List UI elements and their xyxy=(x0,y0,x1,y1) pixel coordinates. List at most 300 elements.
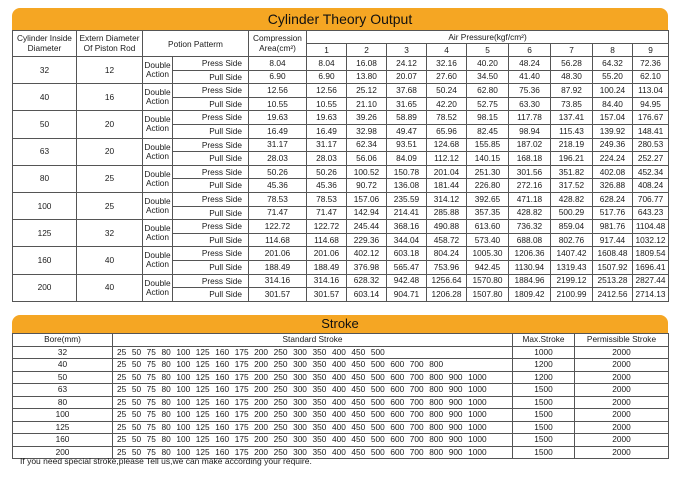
output-value-cell: 65.96 xyxy=(427,124,467,138)
compression-area-cell: 28.03 xyxy=(249,152,307,166)
output-value-cell: 56.06 xyxy=(347,152,387,166)
side-label: Press Side xyxy=(173,220,248,234)
output-value-cell: 218.19 xyxy=(551,138,593,152)
action-label: Double Action xyxy=(143,57,173,83)
output-value-cell: 2100.99 xyxy=(551,288,593,302)
output-value-cell: 272.16 xyxy=(509,179,551,193)
pressure-level-header: 8 xyxy=(593,44,633,57)
stroke-row xyxy=(13,396,669,409)
output-value-cell: 1407.42 xyxy=(551,247,593,261)
output-value-cell: 1206.28 xyxy=(427,288,467,302)
output-value-cell: 34.50 xyxy=(467,70,509,84)
output-value-cell: 613.60 xyxy=(467,220,509,234)
output-value-cell: 93.51 xyxy=(387,138,427,152)
compression-area-cell: 10.55 xyxy=(249,97,307,111)
output-value-cell: 16.49 xyxy=(307,124,347,138)
action-label: Double Action xyxy=(143,220,173,246)
max-stroke-cell: 1500 xyxy=(513,409,575,422)
action-label: Double Action xyxy=(143,111,173,137)
stroke-row xyxy=(13,359,669,372)
side-label: Press Side xyxy=(173,57,248,71)
output-value-cell: 124.68 xyxy=(427,138,467,152)
output-value-cell: 62.34 xyxy=(347,138,387,152)
output-value-cell: 78.53 xyxy=(307,192,347,206)
rod-diameter-cell: 25 xyxy=(77,165,143,192)
output-value-cell: 45.36 xyxy=(307,179,347,193)
compression-area-cell: 8.04 xyxy=(249,57,307,71)
compression-area-cell: 6.90 xyxy=(249,70,307,84)
side-label: Press Side xyxy=(173,166,248,180)
output-value-cell: 62.10 xyxy=(633,70,669,84)
theory-row-press xyxy=(13,57,669,71)
output-value-cell: 112.12 xyxy=(427,152,467,166)
stroke-title: Stroke xyxy=(321,316,359,331)
output-value-cell: 24.12 xyxy=(387,57,427,71)
output-value-cell: 32.16 xyxy=(427,57,467,71)
rod-diameter-cell: 40 xyxy=(77,247,143,274)
compression-area-cell: 314.16 xyxy=(249,274,307,288)
output-value-cell: 490.88 xyxy=(427,220,467,234)
permissible-stroke-cell: 2000 xyxy=(575,384,669,397)
output-value-cell: 52.75 xyxy=(467,97,509,111)
standard-stroke-cell: 25 50 75 80 100 125 160 175 200 250 300 350 400 450 500 600 700 800 900 1000 xyxy=(113,396,513,409)
theory-title: Cylinder Theory Output xyxy=(267,11,413,27)
compression-area-cell: 71.47 xyxy=(249,206,307,220)
theory-row-press xyxy=(13,192,669,206)
output-value-cell: 1507.92 xyxy=(593,260,633,274)
output-value-cell: 1696.41 xyxy=(633,260,669,274)
output-value-cell: 285.88 xyxy=(427,206,467,220)
permissible-stroke-cell: 2000 xyxy=(575,346,669,359)
inside-diameter-header: Cylinder Inside Diameter xyxy=(13,31,77,57)
extern-diameter-header: Extern Diameter Of Piston Rod xyxy=(77,31,143,57)
output-value-cell: 804.24 xyxy=(427,247,467,261)
theory-row-press xyxy=(13,220,669,234)
output-value-cell: 19.63 xyxy=(307,111,347,125)
output-value-cell: 157.04 xyxy=(593,111,633,125)
output-value-cell: 251.30 xyxy=(467,165,509,179)
output-value-cell: 326.88 xyxy=(593,179,633,193)
output-value-cell: 301.56 xyxy=(509,165,551,179)
action-label: Double Action xyxy=(143,84,173,110)
theory-row-press xyxy=(13,165,669,179)
theory-row-press xyxy=(13,247,669,261)
permissible-stroke-cell: 2000 xyxy=(575,371,669,384)
output-value-cell: 245.44 xyxy=(347,220,387,234)
side-label: Press Side xyxy=(173,275,248,289)
standard-stroke-cell: 25 50 75 80 100 125 160 175 200 250 300 350 400 450 500 600 700 800 xyxy=(113,359,513,372)
side-label: Pull Side xyxy=(209,71,242,82)
stroke-bore-cell: 200 xyxy=(13,446,113,459)
output-value-cell: 402.08 xyxy=(593,165,633,179)
output-value-cell: 1809.54 xyxy=(633,247,669,261)
bore-cell: 80 xyxy=(13,165,77,192)
bore-cell: 63 xyxy=(13,138,77,165)
output-value-cell: 428.82 xyxy=(509,206,551,220)
output-value-cell: 82.45 xyxy=(467,124,509,138)
output-value-cell: 136.08 xyxy=(387,179,427,193)
side-label: Press Side xyxy=(173,247,248,261)
output-value-cell: 736.32 xyxy=(509,220,551,234)
output-value-cell: 1130.94 xyxy=(509,260,551,274)
theory-row-press xyxy=(13,138,669,152)
compression-area-cell: 19.63 xyxy=(249,111,307,125)
compression-area-cell: 16.49 xyxy=(249,124,307,138)
output-value-cell: 40.20 xyxy=(467,57,509,71)
output-value-cell: 2412.56 xyxy=(593,288,633,302)
pattern-cell xyxy=(143,165,249,192)
output-value-cell: 229.36 xyxy=(347,233,387,247)
stroke-bore-cell: 32 xyxy=(13,346,113,359)
stroke-bore-cell: 40 xyxy=(13,359,113,372)
output-value-cell: 50.26 xyxy=(307,165,347,179)
potion-pattern-header: Potion Patterm xyxy=(143,31,249,57)
pressure-level-header: 7 xyxy=(551,44,593,57)
permissible-stroke-cell: 2000 xyxy=(575,421,669,434)
output-value-cell: 49.47 xyxy=(387,124,427,138)
output-value-cell: 117.78 xyxy=(509,111,551,125)
output-value-cell: 753.96 xyxy=(427,260,467,274)
side-label: Pull Side xyxy=(209,261,242,272)
output-value-cell: 1809.42 xyxy=(509,288,551,302)
output-value-cell: 90.72 xyxy=(347,179,387,193)
pressure-level-header: 4 xyxy=(427,44,467,57)
output-value-cell: 73.85 xyxy=(551,97,593,111)
output-value-cell: 39.26 xyxy=(347,111,387,125)
output-value-cell: 1608.48 xyxy=(593,247,633,261)
output-value-cell: 500.29 xyxy=(551,206,593,220)
bore-cell: 125 xyxy=(13,220,77,247)
theory-row-press xyxy=(13,274,669,288)
bore-cell: 200 xyxy=(13,274,77,301)
standard-stroke-cell: 25 50 75 80 100 125 160 175 200 250 300 350 400 450 500 600 700 800 900 1000 xyxy=(113,446,513,459)
output-value-cell: 1206.36 xyxy=(509,247,551,261)
output-value-cell: 1319.43 xyxy=(551,260,593,274)
pressure-level-header: 2 xyxy=(347,44,387,57)
standard-stroke-header: Standard Stroke xyxy=(113,334,513,347)
stroke-row xyxy=(13,409,669,422)
output-value-cell: 1032.12 xyxy=(633,233,669,247)
side-label: Pull Side xyxy=(209,180,242,191)
max-stroke-header: Max.Stroke xyxy=(513,334,575,347)
output-value-cell: 150.78 xyxy=(387,165,427,179)
pattern-cell xyxy=(143,111,249,138)
output-value-cell: 75.36 xyxy=(509,84,551,98)
output-value-cell: 98.15 xyxy=(467,111,509,125)
action-label: Double Action xyxy=(143,247,173,273)
cylinder-theory-table xyxy=(12,30,669,302)
max-stroke-cell: 1000 xyxy=(513,346,575,359)
output-value-cell: 458.72 xyxy=(427,233,467,247)
output-value-cell: 376.98 xyxy=(347,260,387,274)
bore-header: Bore(mm) xyxy=(13,334,113,347)
rod-diameter-cell: 40 xyxy=(77,274,143,301)
output-value-cell: 8.04 xyxy=(307,57,347,71)
output-value-cell: 643.23 xyxy=(633,206,669,220)
side-label: Pull Side xyxy=(209,207,242,218)
output-value-cell: 100.24 xyxy=(593,84,633,98)
output-value-cell: 392.65 xyxy=(467,192,509,206)
bore-cell: 32 xyxy=(13,57,77,84)
output-value-cell: 71.47 xyxy=(307,206,347,220)
output-value-cell: 201.06 xyxy=(307,247,347,261)
output-value-cell: 28.03 xyxy=(307,152,347,166)
compression-area-cell: 45.36 xyxy=(249,179,307,193)
output-value-cell: 139.92 xyxy=(593,124,633,138)
output-value-cell: 317.52 xyxy=(551,179,593,193)
rod-diameter-cell: 20 xyxy=(77,111,143,138)
output-value-cell: 6.90 xyxy=(307,70,347,84)
output-value-cell: 628.32 xyxy=(347,274,387,288)
stroke-bore-cell: 63 xyxy=(13,384,113,397)
side-label: Pull Side xyxy=(209,289,242,300)
output-value-cell: 2714.13 xyxy=(633,288,669,302)
output-value-cell: 142.94 xyxy=(347,206,387,220)
stroke-row xyxy=(13,346,669,359)
output-value-cell: 168.18 xyxy=(509,152,551,166)
output-value-cell: 1884.96 xyxy=(509,274,551,288)
max-stroke-cell: 1500 xyxy=(513,421,575,434)
output-value-cell: 31.65 xyxy=(387,97,427,111)
output-value-cell: 188.49 xyxy=(307,260,347,274)
output-value-cell: 31.17 xyxy=(307,138,347,152)
output-value-cell: 63.30 xyxy=(509,97,551,111)
output-value-cell: 78.52 xyxy=(427,111,467,125)
output-value-cell: 224.24 xyxy=(593,152,633,166)
output-value-cell: 226.80 xyxy=(467,179,509,193)
output-value-cell: 137.41 xyxy=(551,111,593,125)
output-value-cell: 471.18 xyxy=(509,192,551,206)
output-value-cell: 706.77 xyxy=(633,192,669,206)
output-value-cell: 87.92 xyxy=(551,84,593,98)
output-value-cell: 1005.30 xyxy=(467,247,509,261)
output-value-cell: 148.41 xyxy=(633,124,669,138)
output-value-cell: 314.12 xyxy=(427,192,467,206)
max-stroke-cell: 1200 xyxy=(513,371,575,384)
output-value-cell: 917.44 xyxy=(593,233,633,247)
output-value-cell: 42.20 xyxy=(427,97,467,111)
output-value-cell: 187.02 xyxy=(509,138,551,152)
standard-stroke-cell: 25 50 75 80 100 125 160 175 200 250 300 350 400 450 500 600 700 800 900 1000 xyxy=(113,409,513,422)
max-stroke-cell: 1500 xyxy=(513,434,575,447)
rod-diameter-cell: 32 xyxy=(77,220,143,247)
stroke-title-banner xyxy=(12,315,668,333)
footnote: If you need special stroke,please Tell us,we can make according your require. xyxy=(20,456,312,466)
stroke-table xyxy=(12,333,669,459)
output-value-cell: 10.55 xyxy=(307,97,347,111)
permissible-stroke-cell: 2000 xyxy=(575,396,669,409)
pressure-level-header: 1 xyxy=(307,44,347,57)
output-value-cell: 252.27 xyxy=(633,152,669,166)
side-label: Pull Side xyxy=(209,234,242,245)
standard-stroke-cell: 25 50 75 80 100 125 160 175 200 250 300 350 400 450 500 600 700 800 900 1000 xyxy=(113,371,513,384)
output-value-cell: 176.67 xyxy=(633,111,669,125)
output-value-cell: 904.71 xyxy=(387,288,427,302)
output-value-cell: 603.14 xyxy=(347,288,387,302)
max-stroke-cell: 1500 xyxy=(513,446,575,459)
output-value-cell: 56.28 xyxy=(551,57,593,71)
side-label: Press Side xyxy=(173,139,248,153)
bore-cell: 50 xyxy=(13,111,77,138)
rod-diameter-cell: 25 xyxy=(77,192,143,219)
output-value-cell: 13.80 xyxy=(347,70,387,84)
output-value-cell: 981.76 xyxy=(593,220,633,234)
output-value-cell: 688.08 xyxy=(509,233,551,247)
output-value-cell: 122.72 xyxy=(307,220,347,234)
action-label: Double Action xyxy=(143,139,173,165)
output-value-cell: 48.24 xyxy=(509,57,551,71)
pattern-cell xyxy=(143,84,249,111)
output-value-cell: 452.34 xyxy=(633,165,669,179)
side-label: Pull Side xyxy=(209,153,242,164)
output-value-cell: 2827.44 xyxy=(633,274,669,288)
output-value-cell: 72.36 xyxy=(633,57,669,71)
compression-area-cell: 122.72 xyxy=(249,220,307,234)
action-label: Double Action xyxy=(143,193,173,219)
permissible-stroke-cell: 2000 xyxy=(575,434,669,447)
air-pressure-header: Air Pressure(kgf/cm²) xyxy=(307,31,669,44)
stroke-bore-cell: 80 xyxy=(13,396,113,409)
stroke-bore-cell: 160 xyxy=(13,434,113,447)
action-label: Double Action xyxy=(143,275,173,301)
compression-area-cell: 114.68 xyxy=(249,233,307,247)
output-value-cell: 98.94 xyxy=(509,124,551,138)
pattern-cell xyxy=(143,192,249,219)
output-value-cell: 314.16 xyxy=(307,274,347,288)
output-value-cell: 249.36 xyxy=(593,138,633,152)
output-value-cell: 1507.80 xyxy=(467,288,509,302)
output-value-cell: 12.56 xyxy=(307,84,347,98)
pressure-level-header: 3 xyxy=(387,44,427,57)
side-label: Press Side xyxy=(173,111,248,125)
output-value-cell: 84.09 xyxy=(387,152,427,166)
max-stroke-cell: 1500 xyxy=(513,396,575,409)
output-value-cell: 1570.80 xyxy=(467,274,509,288)
output-value-cell: 942.48 xyxy=(387,274,427,288)
bore-cell: 160 xyxy=(13,247,77,274)
pattern-cell xyxy=(143,138,249,165)
side-label: Press Side xyxy=(173,84,248,98)
bore-cell: 40 xyxy=(13,84,77,111)
output-value-cell: 603.18 xyxy=(387,247,427,261)
output-value-cell: 157.06 xyxy=(347,192,387,206)
output-value-cell: 25.12 xyxy=(347,84,387,98)
permissible-stroke-cell: 2000 xyxy=(575,359,669,372)
rod-diameter-cell: 12 xyxy=(77,57,143,84)
standard-stroke-cell: 25 50 75 80 100 125 160 175 200 250 300 350 400 450 500 600 700 800 900 1000 xyxy=(113,434,513,447)
output-value-cell: 94.95 xyxy=(633,97,669,111)
output-value-cell: 942.45 xyxy=(467,260,509,274)
output-value-cell: 50.24 xyxy=(427,84,467,98)
output-value-cell: 351.82 xyxy=(551,165,593,179)
output-value-cell: 114.68 xyxy=(307,233,347,247)
output-value-cell: 113.04 xyxy=(633,84,669,98)
output-value-cell: 181.44 xyxy=(427,179,467,193)
compression-area-cell: 78.53 xyxy=(249,192,307,206)
output-value-cell: 517.76 xyxy=(593,206,633,220)
pattern-cell xyxy=(143,220,249,247)
output-value-cell: 140.15 xyxy=(467,152,509,166)
output-value-cell: 27.60 xyxy=(427,70,467,84)
output-value-cell: 344.04 xyxy=(387,233,427,247)
output-value-cell: 428.82 xyxy=(551,192,593,206)
max-stroke-cell: 1500 xyxy=(513,384,575,397)
output-value-cell: 32.98 xyxy=(347,124,387,138)
output-value-cell: 802.76 xyxy=(551,233,593,247)
output-value-cell: 402.12 xyxy=(347,247,387,261)
stroke-row xyxy=(13,384,669,397)
compression-area-cell: 31.17 xyxy=(249,138,307,152)
standard-stroke-cell: 25 50 75 80 100 125 160 175 200 250 300 350 400 450 500 600 700 800 900 1000 xyxy=(113,421,513,434)
stroke-row xyxy=(13,421,669,434)
output-value-cell: 62.80 xyxy=(467,84,509,98)
stroke-bore-cell: 100 xyxy=(13,409,113,422)
compression-area-cell: 201.06 xyxy=(249,247,307,261)
max-stroke-cell: 1200 xyxy=(513,359,575,372)
theory-title-banner xyxy=(12,8,668,30)
output-value-cell: 55.20 xyxy=(593,70,633,84)
output-value-cell: 280.53 xyxy=(633,138,669,152)
stroke-row xyxy=(13,434,669,447)
output-value-cell: 235.59 xyxy=(387,192,427,206)
standard-stroke-cell: 25 50 75 80 100 125 160 175 200 250 300 350 400 450 500 600 700 800 900 1000 xyxy=(113,384,513,397)
output-value-cell: 20.07 xyxy=(387,70,427,84)
compression-area-cell: 188.49 xyxy=(249,260,307,274)
output-value-cell: 368.16 xyxy=(387,220,427,234)
pattern-cell xyxy=(143,57,249,84)
compression-area-header: Compression Area(cm²) xyxy=(249,31,307,57)
bore-cell: 100 xyxy=(13,192,77,219)
output-value-cell: 58.89 xyxy=(387,111,427,125)
output-value-cell: 2513.28 xyxy=(593,274,633,288)
output-value-cell: 628.24 xyxy=(593,192,633,206)
output-value-cell: 1104.48 xyxy=(633,220,669,234)
pattern-cell xyxy=(143,274,249,301)
output-value-cell: 21.10 xyxy=(347,97,387,111)
output-value-cell: 573.40 xyxy=(467,233,509,247)
output-value-cell: 48.30 xyxy=(551,70,593,84)
output-value-cell: 201.04 xyxy=(427,165,467,179)
output-value-cell: 357.35 xyxy=(467,206,509,220)
permissible-stroke-header: Permissible Stroke xyxy=(575,334,669,347)
pressure-level-header: 6 xyxy=(509,44,551,57)
compression-area-cell: 301.57 xyxy=(249,288,307,302)
stroke-bore-cell: 50 xyxy=(13,371,113,384)
side-label: Pull Side xyxy=(209,98,242,109)
action-label: Double Action xyxy=(143,166,173,192)
output-value-cell: 64.32 xyxy=(593,57,633,71)
rod-diameter-cell: 16 xyxy=(77,84,143,111)
theory-row-press xyxy=(13,84,669,98)
output-value-cell: 41.40 xyxy=(509,70,551,84)
output-value-cell: 84.40 xyxy=(593,97,633,111)
compression-area-cell: 12.56 xyxy=(249,84,307,98)
pressure-level-header: 5 xyxy=(467,44,509,57)
side-label: Pull Side xyxy=(209,125,242,136)
output-value-cell: 301.57 xyxy=(307,288,347,302)
compression-area-cell: 50.26 xyxy=(249,165,307,179)
output-value-cell: 2199.12 xyxy=(551,274,593,288)
permissible-stroke-cell: 2000 xyxy=(575,409,669,422)
pressure-level-header: 9 xyxy=(633,44,669,57)
output-value-cell: 214.41 xyxy=(387,206,427,220)
output-value-cell: 408.24 xyxy=(633,179,669,193)
permissible-stroke-cell: 2000 xyxy=(575,446,669,459)
output-value-cell: 155.85 xyxy=(467,138,509,152)
side-label: Press Side xyxy=(173,193,248,207)
pattern-cell xyxy=(143,247,249,274)
rod-diameter-cell: 20 xyxy=(77,138,143,165)
